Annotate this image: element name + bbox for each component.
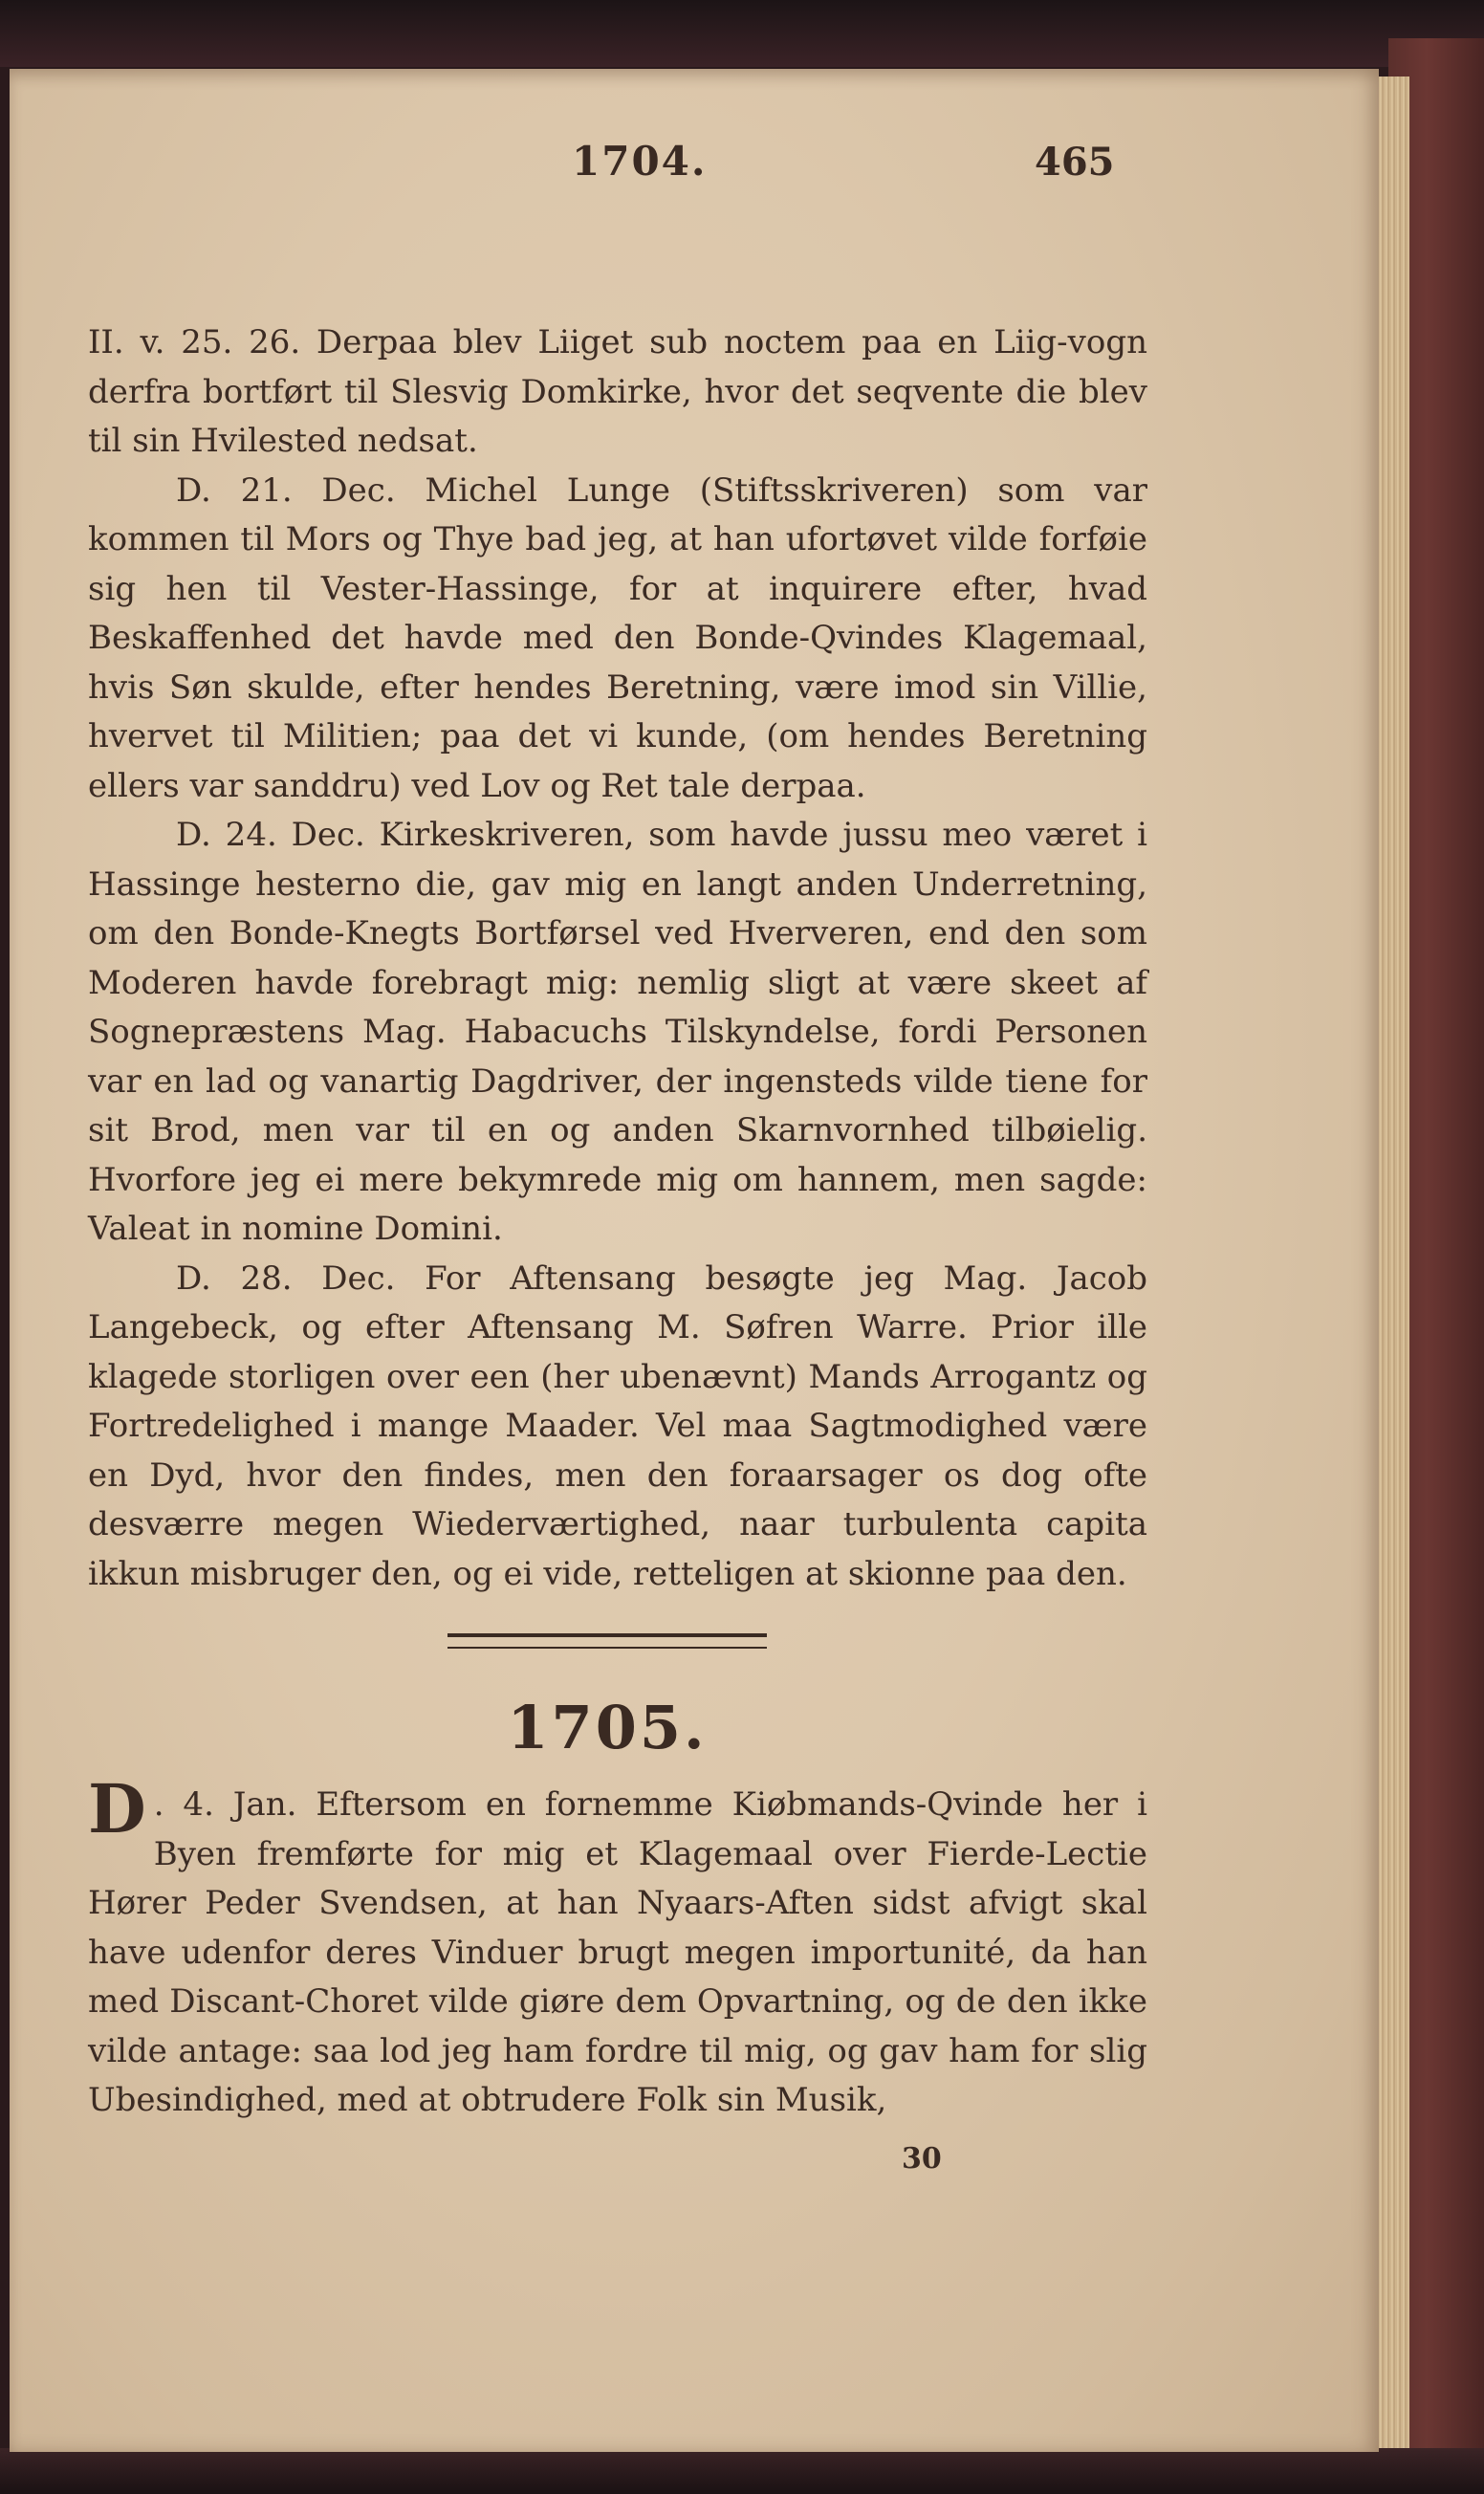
signature-mark: 30 [902,2142,942,2176]
paragraph-dec-21: D. 21. Dec. Michel Lunge (Stiftsskriveren) som var kommen til Mors og Thye bad jeg, at han ufortøvet vilde forføie sig hen til Vester-Hassinge, for at inquirere efter, hvad Beskaffenhed det havde med den Bonde-Qvindes Klagemaal, hvis Søn skulde, efter hendes Beretning, være imod sin Villie, hvervet til Militien; paa det vi kunde, (om hendes Beretning ellers var sanddru) ved Lov og Ret tale derpaa. [88,470,1147,805]
background-bottom [0,2448,1484,2494]
section-title-1705: 1705. [507,1693,708,1762]
background-top [0,0,1484,67]
running-head-year: 1704. [572,138,708,185]
paragraph-continuation: II. v. 25. 26. Derpaa blev Liiget sub noctem paa en Liig-vogn derfra bortført til Slesvig Domkirke, hvor det seqvente die blev til sin Hvilested nedsat. [88,323,1147,460]
paragraph-dec-24: D. 24. Dec. Kirkeskriveren, som havde jussu meo været i Hassinge hesterno die, gav mig en langt anden Underretning, om den Bonde-Knegts Bortførsel ved Hververen, end den som Moderen havde forebragt mig: nemlig sligt at være skeet af Sognepræstens Mag. Habacuchs Tilskyndelse, fordi Personen var en lad og vanartig Dagdriver, der ingensteds vilde tiene for sit Brod, men var til en og anden Skarnvornhed tilbøielig. Hvorfore jeg ei mere bekymrede mig om hannem, men sagde: Valeat in nomine Domini. [88,816,1147,1248]
paragraph-jan-4-text: . 4. Jan. Eftersom en fornemme Kiøbmands-Qvinde her i Byen fremførte for mig et Klagemaal over Fierde-Lectie Hører Peder Svendsen, at han Nyaars-Aften sidst afvigt skal have udenfor deres Vinduer brugt megen importunité, da han med Discant-Choret vilde giøre dem Opvartning, og de den ikke vilde antage: saa lod jeg ham fordre til mig, og gav ham for slig Ubesindighed, med at obtrudere Folk sin Musik, [88,1785,1147,2119]
paragraph-dec-28: D. 28. Dec. For Aftensang besøgte jeg Mag. Jacob Langebeck, og efter Aftensang M. Søfren Warre. Prior ille klagede storligen over een (her ubenævnt) Mands Arrogantz og Fortredelighed i mange Maader. Vel maa Sagtmodighed være en Dyd, hvor den findes, men den foraarsager os dog ofte desværre megen Wiederværtighed, naar turbulenta capita ikkun misbruger den, og ei vide, retteligen at skionne paa den. [88,1258,1147,1593]
page-edges [1377,77,1409,2486]
running-header [0,138,1484,195]
section-1705-body [88,1769,1147,2126]
paragraph-jan-4 [88,1769,1147,2126]
drop-cap: D [88,1769,146,1849]
page-number: 465 [1035,140,1115,185]
section-1704-body [88,318,1147,1599]
section-divider [447,1633,767,1649]
